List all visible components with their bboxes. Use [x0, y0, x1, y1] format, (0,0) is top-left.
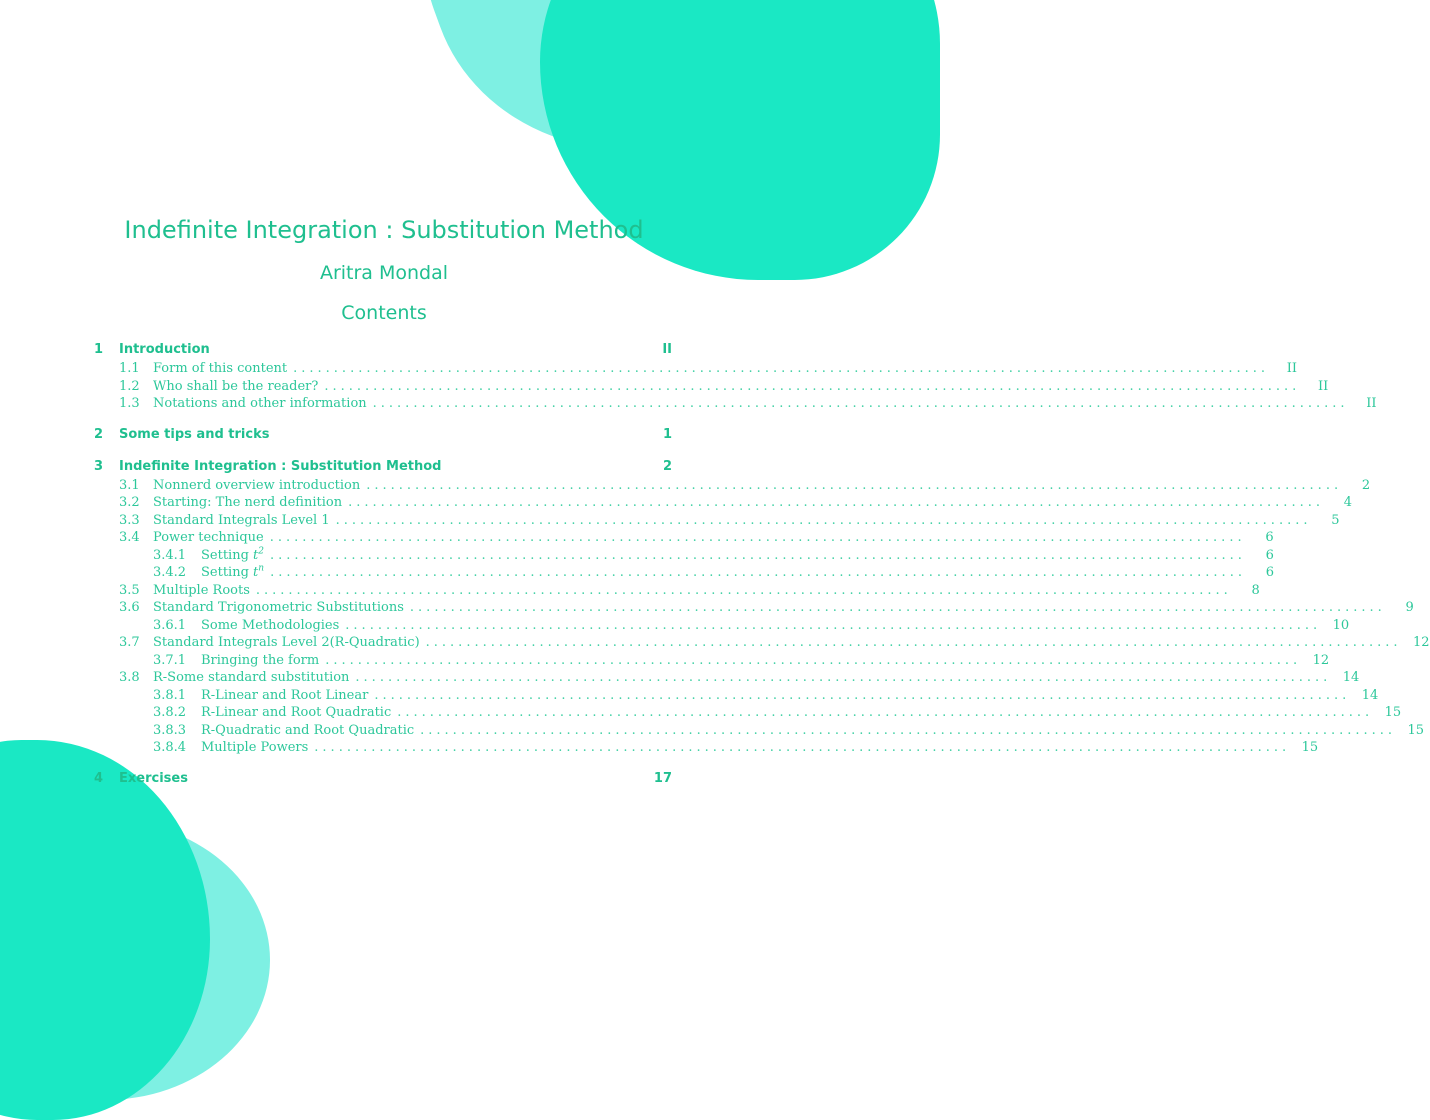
toc-entry-number: 3.8 [119, 670, 140, 685]
toc-leader-dots: ........................................................................................................................ [348, 495, 1324, 510]
toc-leader-dots: ........................................................................................................................ [372, 396, 1349, 411]
toc-subsection-entry[interactable] [94, 669, 1360, 687]
toc-subsubsection-entry[interactable] [94, 722, 1425, 740]
toc-subsection-entry[interactable] [94, 494, 1352, 512]
toc-section-entry[interactable] [94, 769, 672, 789]
toc-entry-title: Setting $t^2$ [201, 546, 265, 563]
toc-leader-dots: ........................................................................................................................ [270, 547, 1246, 563]
toc-entry-page: 14 [1342, 670, 1360, 685]
toc-entry-number: 3.7.1 [153, 652, 187, 668]
toc-subsection-entry[interactable] [94, 395, 1377, 413]
toc-entry-page: 15 [1384, 705, 1402, 720]
toc-leader-dots: ........................................................................................................................ [293, 361, 1270, 376]
toc-entry-number: 1.2 [119, 378, 140, 394]
toc-entry-page: 12 [1413, 635, 1430, 650]
toc-entry-number: 3.8.2 [153, 705, 187, 720]
toc-section-number: 3 [94, 458, 104, 474]
toc-subsection-entry[interactable] [94, 360, 1298, 378]
toc-entry-number: 1.1 [119, 361, 140, 376]
toc-entry-number: 3.8.1 [153, 687, 187, 703]
toc-subsection-entry[interactable] [94, 582, 1260, 600]
toc-entry-page: 8 [1251, 582, 1260, 598]
toc-leader-dots: ........................................................................................................................ [425, 635, 1402, 650]
toc-entry-page: 4 [1343, 495, 1352, 510]
toc-entry-title: Some Methodologies [201, 617, 340, 633]
toc-section-entry[interactable] [94, 340, 672, 360]
toc-entry-title: Multiple Powers [201, 740, 309, 755]
toc-entry-title: Setting $t^n$ [201, 563, 265, 580]
toc-entry-title: Who shall be the reader? [153, 378, 319, 394]
toc-leader-dots: ........................................................................................................................ [397, 705, 1374, 720]
toc-entry-title: Standard Integrals Level 2(R-Quadratic) [153, 635, 420, 650]
toc-leader-dots: ........................................................................................................................ [420, 722, 1397, 738]
toc-entry-number: 3.3 [119, 512, 140, 528]
toc-entry-page: 6 [1265, 547, 1274, 563]
toc-leader-dots: ........................................................................................................................ [366, 477, 1343, 493]
toc-entry-number: 3.7 [119, 635, 140, 650]
toc-subsubsection-entry[interactable] [94, 617, 1350, 635]
toc-section-number: 2 [94, 426, 104, 442]
toc-subsection-entry[interactable] [94, 378, 1329, 396]
toc-subsubsection-entry[interactable] [94, 704, 1402, 722]
toc-section-entry[interactable] [94, 425, 672, 445]
toc-subsubsection-entry[interactable] [94, 652, 1330, 670]
toc-entry-title: Multiple Roots [153, 582, 250, 598]
toc-entry-number: 3.2 [119, 495, 140, 510]
toc-entry-page: 6 [1265, 530, 1274, 545]
toc-subsection-entry[interactable] [94, 634, 1430, 652]
toc-leader-dots: ........................................................................................................................ [374, 687, 1351, 703]
toc-entry-number: 1.3 [119, 396, 140, 411]
document-author: Aritra Mondal [319, 262, 449, 284]
toc-subsection-entry[interactable] [94, 529, 1274, 547]
toc-leader-dots: ........................................................................................................................ [314, 740, 1291, 755]
toc-leader-dots: ........................................................................................................................ [269, 530, 1246, 545]
document-title: Indefinite Integration : Substitution Method [124, 216, 644, 244]
toc-section-number: 4 [94, 770, 104, 786]
toc-entry-page: 15 [1407, 722, 1425, 738]
toc-entry-page: II [1317, 378, 1329, 394]
toc-entry-page: 10 [1332, 617, 1350, 633]
toc-section-title: Introduction [119, 342, 210, 357]
toc-entry-number: 3.1 [119, 477, 140, 493]
toc-subsection-entry[interactable] [94, 599, 1414, 617]
toc-subsubsection-entry[interactable] [94, 687, 1379, 705]
toc-entry-number: 3.4.1 [153, 547, 187, 563]
toc-subsection-entry[interactable] [94, 512, 1340, 530]
toc-entry-title: Standard Integrals Level 1 [153, 512, 330, 528]
toc-leader-dots: ........................................................................................................................ [324, 378, 1301, 394]
toc-entry-title: R-Linear and Root Quadratic [201, 705, 392, 720]
toc-leader-dots: ........................................................................................................................ [255, 582, 1232, 598]
toc-entry-number: 3.5 [119, 582, 140, 598]
toc-entry-title: Form of this content [153, 361, 288, 376]
toc-section-number: 1 [94, 342, 104, 357]
toc-leader-dots: ........................................................................................................................ [345, 617, 1322, 633]
contents-heading: Contents [341, 302, 427, 324]
toc-leader-dots: ........................................................................................................................ [409, 600, 1386, 615]
toc-entry-page: 12 [1312, 652, 1330, 668]
title-block [0, 212, 768, 328]
toc-subsection-entry[interactable] [94, 477, 1371, 495]
toc-section-page: 1 [662, 426, 672, 442]
toc-leader-dots: ........................................................................................................................ [270, 565, 1246, 580]
toc-entry-page: 6 [1265, 565, 1274, 580]
toc-entry-page: II [1366, 396, 1377, 411]
toc-entry-number: 3.8.3 [153, 722, 187, 738]
toc-section-title: Indefinite Integration : Substitution Method [119, 458, 442, 474]
toc-section-entry[interactable] [94, 457, 672, 477]
toc-entry-title: Bringing the form [201, 652, 320, 668]
toc-entry-page: II [1286, 361, 1298, 376]
toc-entry-title: R-Linear and Root Linear [201, 687, 369, 703]
toc-entry-title: Power technique [153, 530, 264, 545]
toc-entry-page: 9 [1405, 600, 1414, 615]
toc-section-title: Some tips and tricks [119, 426, 270, 442]
table-of-contents [94, 340, 1430, 789]
toc-entry-title: R-Quadratic and Root Quadratic [201, 722, 415, 738]
toc-entry-title: Nonnerd overview introduction [153, 477, 361, 493]
toc-entry-number: 3.8.4 [153, 740, 187, 755]
toc-subsubsection-entry[interactable] [94, 546, 1274, 565]
toc-leader-dots: ........................................................................................................................ [355, 670, 1332, 685]
toc-entry-number: 3.6 [119, 600, 140, 615]
toc-section-title: Exercises [119, 770, 188, 786]
toc-leader-dots: ........................................................................................................................ [335, 512, 1312, 528]
toc-leader-dots: ........................................................................................................................ [325, 652, 1302, 668]
toc-entry-title: Notations and other information [153, 396, 367, 411]
toc-entry-number: 3.6.1 [153, 617, 187, 633]
toc-entry-page: 5 [1331, 512, 1340, 528]
toc-section-page: 2 [662, 458, 672, 474]
toc-entry-title: Starting: The nerd definition [153, 495, 343, 510]
toc-entry-page: 2 [1361, 477, 1371, 493]
toc-entry-title: Standard Trigonometric Substitutions [153, 600, 404, 615]
toc-entry-number: 3.4 [119, 530, 140, 545]
toc-section-page: 17 [653, 770, 672, 786]
toc-entry-page: 15 [1301, 740, 1319, 755]
toc-entry-title: R-Some standard substitution [153, 670, 350, 685]
toc-entry-page: 14 [1361, 687, 1379, 703]
toc-section-page: II [662, 342, 672, 357]
toc-subsubsection-entry[interactable] [94, 563, 1274, 582]
toc-entry-number: 3.4.2 [153, 565, 187, 580]
toc-subsubsection-entry[interactable] [94, 739, 1319, 757]
